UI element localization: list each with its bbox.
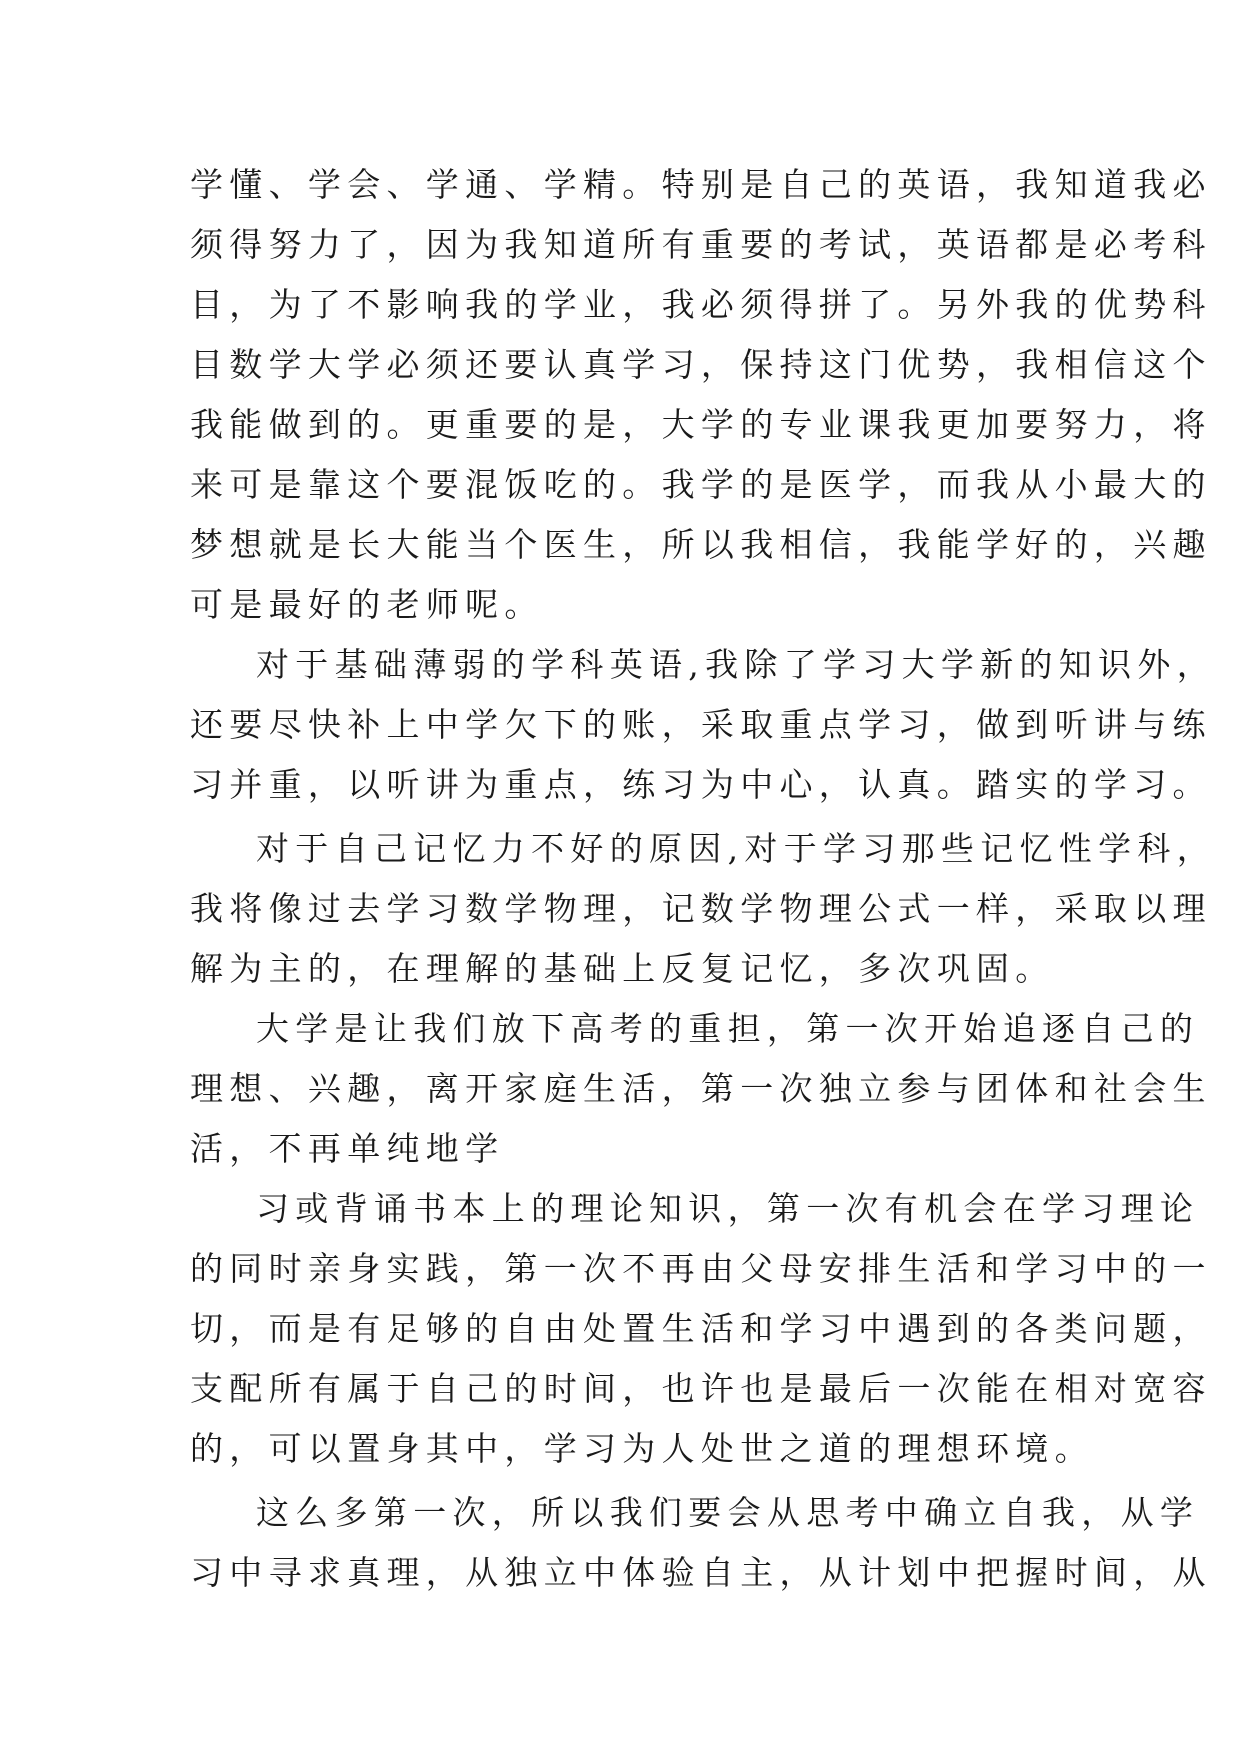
text-line: 理想、兴趣，离开家庭生活，第一次独立参与团体和社会生	[190, 1069, 1212, 1108]
text-line: 我能做到的。更重要的是，大学的专业课我更加要努力，将	[190, 405, 1212, 444]
paragraph-first-line: 对于基础薄弱的学科英语,我除了学习大学新的知识外，	[256, 645, 1216, 684]
text-line: 的，可以置身其中，学习为人处世之道的理想环境。	[190, 1429, 1094, 1468]
text-line: 活，不再单纯地学	[190, 1129, 505, 1168]
text-line: 学懂、学会、学通、学精。特别是自己的英语，我知道我必	[190, 165, 1212, 204]
text-line: 习并重，以听讲为重点，练习为中心，认真。踏实的学习。	[190, 765, 1212, 804]
text-line: 解为主的，在理解的基础上反复记忆，多次巩固。	[190, 949, 1055, 988]
text-line: 支配所有属于自己的时间，也许也是最后一次能在相对宽容	[190, 1369, 1212, 1408]
text-line: 我将像过去学习数学物理，记数学物理公式一样，采取以理	[190, 889, 1212, 928]
text-line: 须得努力了，因为我知道所有重要的考试，英语都是必考科	[190, 225, 1212, 264]
text-line: 目数学大学必须还要认真学习，保持这门优势，我相信这个	[190, 345, 1212, 384]
text-line: 习中寻求真理，从独立中体验自主，从计划中把握时间，从	[190, 1553, 1212, 1592]
paragraph-first-line: 这么多第一次，所以我们要会从思考中确立自我，从学	[256, 1493, 1200, 1532]
paragraph-first-line: 大学是让我们放下高考的重担，第一次开始追逐自己的	[256, 1009, 1200, 1048]
text-line: 切，而是有足够的自由处置生活和学习中遇到的各类问题，	[190, 1309, 1212, 1348]
text-line: 还要尽快补上中学欠下的账，采取重点学习，做到听讲与练	[190, 705, 1212, 744]
text-line: 目，为了不影响我的学业，我必须得拼了。另外我的优势科	[190, 285, 1212, 324]
paragraph-first-line: 习或背诵书本上的理论知识，第一次有机会在学习理论	[256, 1189, 1200, 1228]
text-line: 来可是靠这个要混饭吃的。我学的是医学，而我从小最大的	[190, 465, 1212, 504]
text-line: 的同时亲身实践，第一次不再由父母安排生活和学习中的一	[190, 1249, 1212, 1288]
text-line: 梦想就是长大能当个医生，所以我相信，我能学好的，兴趣	[190, 525, 1212, 564]
text-line: 可是最好的老师呢。	[190, 585, 544, 624]
paragraph-first-line: 对于自己记忆力不好的原因,对于学习那些记忆性学科，	[256, 829, 1216, 868]
